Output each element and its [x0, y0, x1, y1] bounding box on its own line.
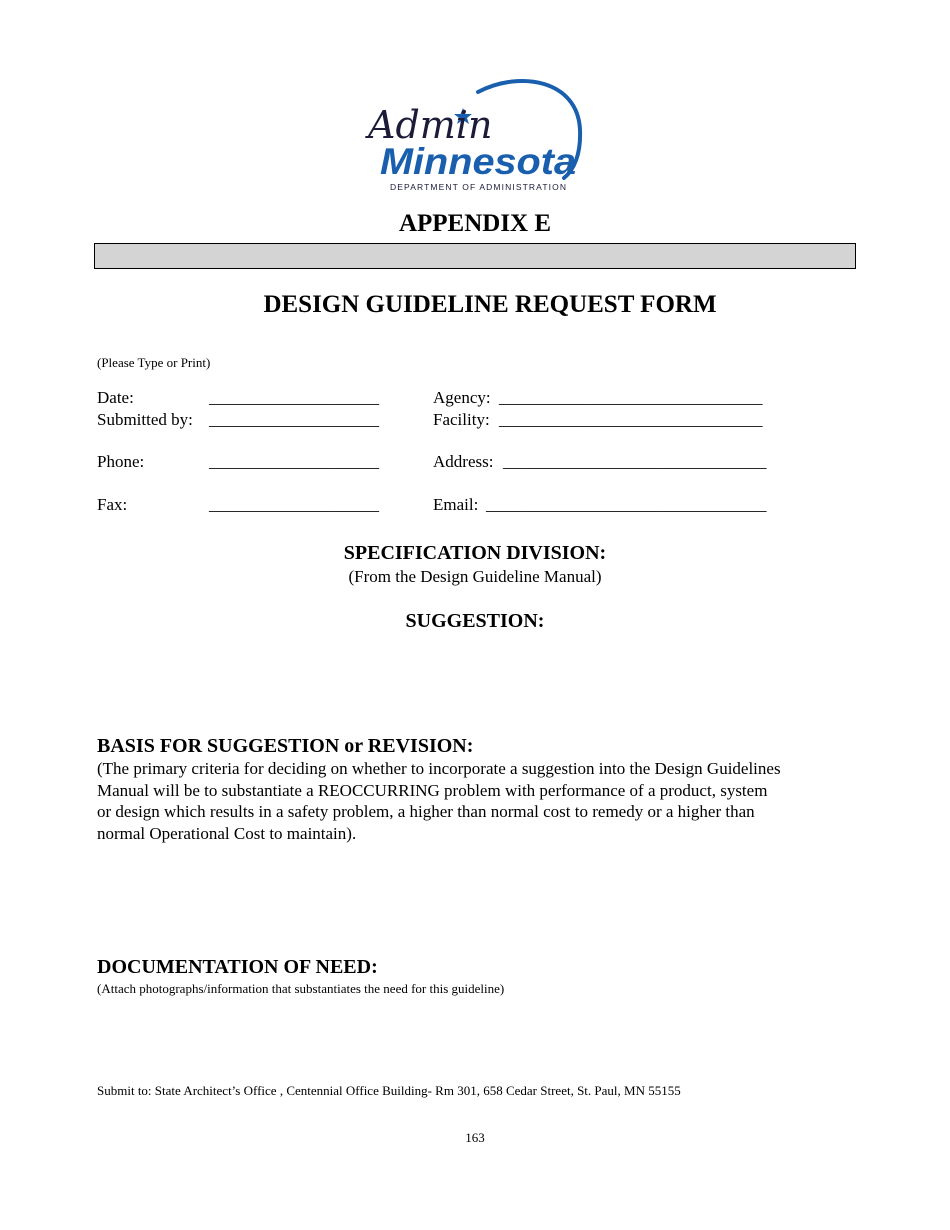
date-label: Date: [97, 388, 134, 407]
form-title: DESIGN GUIDELINE REQUEST FORM [263, 291, 717, 318]
logo-minnesota-text: Minnesota [380, 141, 576, 182]
gray-divider-bar [94, 243, 856, 269]
print-note: (Please Type or Print) [97, 355, 211, 370]
documentation-heading: DOCUMENTATION OF NEED: [97, 956, 378, 978]
submitted-by-field[interactable]: ____________________ [209, 410, 379, 429]
facility-field[interactable]: _______________________________ [499, 410, 763, 429]
basis-line: Manual will be to substantiate a REOCCURRING problem with performance of a product, system [97, 780, 768, 800]
fax-field[interactable]: ____________________ [209, 495, 379, 514]
logo-admin-text: Admin [368, 103, 493, 147]
phone-field[interactable]: ____________________ [209, 452, 379, 471]
basis-line: (The primary criteria for deciding on whether to incorporate a suggestion into the Design Guidelines [97, 759, 781, 778]
submit-to-address: Submit to: State Architect’s Office , Centennial Office Building- Rm 301, 658 Cedar Street, St. Paul, MN 55155 [97, 1083, 681, 1098]
page-number: 163 [465, 1130, 485, 1145]
specification-division-heading: SPECIFICATION DIVISION: [343, 542, 607, 564]
basis-paragraph [97, 758, 867, 844]
appendix-title: APPENDIX E [398, 210, 552, 237]
basis-line: normal Operational Cost to maintain). [97, 823, 357, 843]
facility-label: Facility: [433, 410, 490, 429]
suggestion-heading: SUGGESTION: [405, 610, 545, 632]
agency-field[interactable]: _______________________________ [499, 388, 763, 407]
logo-graphic [360, 74, 590, 196]
phone-label: Phone: [97, 452, 145, 471]
documentation-subtext: (Attach photographs/information that substantiates the need for this guideline) [97, 981, 505, 996]
address-field[interactable]: _______________________________ [503, 452, 767, 471]
address-label: Address: [433, 452, 494, 471]
submitted-by-label: Submitted by: [97, 410, 193, 429]
fax-label: Fax: [97, 495, 128, 514]
specification-division-subtext: (From the Design Guideline Manual) [348, 567, 602, 586]
logo-department-text: DEPARTMENT OF ADMINISTRATION [390, 182, 566, 192]
basis-line: or design which results in a safety problem, a higher than normal cost to remedy or a higher than [97, 802, 755, 821]
email-label: Email: [433, 495, 479, 514]
date-field[interactable]: ____________________ [209, 388, 379, 407]
agency-label: Agency: [433, 388, 491, 407]
admin-minnesota-logo [360, 74, 590, 196]
email-field[interactable]: _________________________________ [486, 495, 767, 514]
basis-heading: BASIS FOR SUGGESTION or REVISION: [97, 735, 474, 757]
